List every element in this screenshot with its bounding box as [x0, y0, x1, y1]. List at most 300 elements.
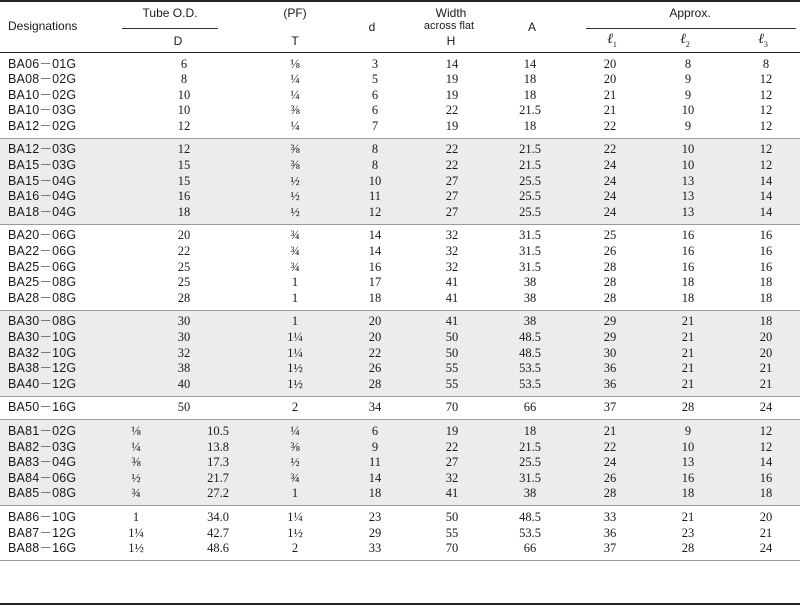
cell-l1: 21 — [603, 103, 617, 118]
cell-l3: 12 — [759, 103, 773, 118]
cell-h: 19 — [445, 423, 459, 438]
cell-od: 34.0 — [207, 509, 229, 524]
cell-l1: 24 — [603, 173, 617, 188]
cell-a: 31.5 — [519, 228, 541, 243]
cell-l3: 21 — [759, 376, 773, 391]
cell-d: 16 — [368, 259, 382, 274]
table-row — [0, 361, 800, 377]
header-l3: ℓ$_3$ — [758, 32, 768, 49]
header-tube-od-sub: D — [173, 34, 183, 48]
cell-d: 33 — [368, 541, 382, 556]
header-l2: ℓ$_2$ — [680, 32, 690, 49]
cell-l1: 20 — [603, 72, 617, 87]
table-row — [0, 260, 800, 276]
cell-od: 6 — [180, 56, 188, 71]
cell-pf: 1 — [291, 290, 299, 305]
cell-l3: 20 — [759, 509, 773, 524]
cell-des: BA06－01G — [8, 56, 77, 71]
cell-pf: 1½ — [287, 376, 303, 391]
cell-pf: 1½ — [287, 361, 303, 376]
cell-l2: 21 — [681, 376, 695, 391]
cell-l2: 16 — [681, 470, 695, 485]
approx-underline — [586, 28, 796, 29]
cell-h: 32 — [445, 228, 459, 243]
cell-l3: 24 — [759, 400, 773, 415]
cell-l1: 37 — [603, 400, 617, 415]
cell-d: 20 — [368, 330, 382, 344]
cell-des: BA86－10G — [8, 509, 77, 524]
cell-od: 25 — [177, 259, 191, 274]
cell-od: 15 — [177, 173, 191, 188]
cell-des: BA20－06G — [8, 228, 77, 243]
cell-a: 53.5 — [519, 376, 541, 391]
cell-l1: 33 — [603, 509, 617, 524]
table-row — [0, 291, 800, 307]
cell-des: BA10－02G — [8, 87, 77, 102]
cell-l2: 10 — [681, 103, 695, 118]
cell-pf: ¼ — [290, 118, 300, 133]
cell-des: BA25－06G — [8, 259, 77, 274]
cell-a: 18 — [523, 87, 537, 102]
cell-des: BA18－04G — [8, 204, 77, 219]
cell-des: BA32－10G — [8, 345, 77, 360]
cell-frac: ½ — [131, 470, 141, 485]
cell-l1: 26 — [603, 244, 617, 259]
cell-d: 9 — [371, 439, 379, 454]
cell-l3: 12 — [759, 142, 773, 157]
cell-h: 22 — [445, 103, 459, 118]
table-row — [0, 142, 800, 158]
cell-od: 42.7 — [207, 525, 229, 540]
table-row — [0, 541, 800, 557]
cell-des: BA12－02G — [8, 118, 77, 133]
header-a: A — [527, 20, 537, 34]
cell-od: 16 — [177, 189, 191, 204]
cell-a: 48.5 — [519, 509, 541, 524]
cell-pf: ¼ — [290, 87, 300, 102]
cell-l3: 21 — [759, 525, 773, 540]
cell-a: 31.5 — [519, 259, 541, 274]
cell-h: 41 — [445, 290, 459, 305]
cell-des: BA12－03G — [8, 142, 77, 157]
cell-l3: 18 — [759, 275, 773, 290]
table-row — [0, 526, 800, 542]
cell-a: 48.5 — [519, 330, 541, 344]
cell-od: 10.5 — [207, 423, 229, 438]
cell-a: 18 — [523, 423, 537, 438]
cell-des: BA87－12G — [8, 525, 77, 540]
cell-h: 27 — [445, 189, 459, 204]
cell-pf: ¾ — [290, 259, 300, 274]
cell-h: 27 — [445, 173, 459, 188]
cell-l2: 16 — [681, 228, 695, 243]
cell-od: 48.6 — [207, 541, 229, 556]
cell-l1: 36 — [603, 376, 617, 391]
cell-l1: 21 — [603, 423, 617, 438]
cell-l1: 22 — [603, 439, 617, 454]
cell-d: 6 — [371, 87, 379, 102]
table-row — [0, 424, 800, 440]
cell-a: 53.5 — [519, 525, 541, 540]
cell-l1: 28 — [603, 486, 617, 501]
table-row — [0, 205, 800, 221]
table-row — [0, 57, 800, 73]
cell-l3: 12 — [759, 118, 773, 133]
cell-pf: ¾ — [290, 228, 300, 243]
table-body — [0, 53, 800, 561]
cell-des: BA38－12G — [8, 361, 77, 376]
table-row — [0, 244, 800, 260]
cell-l2: 16 — [681, 259, 695, 274]
cell-pf: 2 — [291, 541, 299, 556]
cell-l2: 10 — [681, 439, 695, 454]
cell-od: 22 — [177, 244, 191, 259]
cell-pf: ⅜ — [290, 142, 300, 157]
cell-a: 48.5 — [519, 345, 541, 360]
cell-d: 14 — [368, 470, 382, 485]
cell-pf: 1 — [291, 275, 299, 290]
table-row — [0, 486, 800, 502]
cell-pf: ⅛ — [290, 56, 300, 71]
cell-l2: 9 — [684, 423, 692, 438]
cell-h: 41 — [445, 275, 459, 290]
cell-a: 38 — [523, 290, 537, 305]
cell-h: 55 — [445, 376, 459, 391]
table-row — [0, 510, 800, 526]
cell-od: 18 — [177, 204, 191, 219]
cell-h: 41 — [445, 486, 459, 501]
cell-l2: 13 — [681, 204, 695, 219]
cell-pf: 1¼ — [287, 345, 303, 360]
table-row — [0, 471, 800, 487]
cell-pf: 1 — [291, 486, 299, 501]
cell-d: 11 — [368, 189, 382, 204]
cell-h: 19 — [445, 87, 459, 102]
cell-frac: ¾ — [131, 486, 141, 501]
cell-od: 10 — [177, 103, 191, 118]
table-row — [0, 88, 800, 104]
header-width-across: across flat — [423, 20, 475, 32]
cell-d: 14 — [368, 228, 382, 243]
cell-pf: ¼ — [290, 423, 300, 438]
cell-l3: 20 — [759, 345, 773, 360]
cell-a: 66 — [523, 541, 537, 556]
cell-l3: 18 — [759, 314, 773, 329]
cell-od: 27.2 — [207, 486, 229, 501]
cell-a: 21.5 — [519, 142, 541, 157]
cell-pf: 1½ — [287, 525, 303, 540]
cell-pf: ¼ — [290, 72, 300, 87]
cell-l3: 21 — [759, 361, 773, 376]
cell-a: 38 — [523, 314, 537, 329]
cell-l2: 21 — [681, 509, 695, 524]
row-group — [0, 397, 800, 421]
cell-a: 53.5 — [519, 361, 541, 376]
cell-a: 21.5 — [519, 439, 541, 454]
header-d: d — [368, 20, 376, 34]
table-row — [0, 72, 800, 88]
table-row — [0, 103, 800, 119]
cell-d: 14 — [368, 244, 382, 259]
cell-od: 38 — [177, 361, 191, 376]
cell-od: 12 — [177, 118, 191, 133]
cell-od: 17.3 — [207, 455, 229, 470]
row-group — [0, 311, 800, 397]
cell-des: BA81－02G — [8, 423, 77, 438]
table-row — [0, 275, 800, 291]
cell-l1: 29 — [603, 314, 617, 329]
header-tube-od: Tube O.D. — [142, 6, 198, 20]
cell-frac: ¼ — [131, 439, 141, 454]
table-row — [0, 346, 800, 362]
table-row — [0, 189, 800, 205]
cell-pf: 1¼ — [287, 330, 303, 344]
table-row — [0, 455, 800, 471]
cell-l2: 13 — [681, 455, 695, 470]
table-row — [0, 314, 800, 330]
cell-l3: 12 — [759, 87, 773, 102]
cell-d: 26 — [368, 361, 382, 376]
cell-l2: 9 — [684, 72, 692, 87]
cell-l1: 26 — [603, 470, 617, 485]
cell-l1: 20 — [603, 56, 617, 71]
cell-a: 14 — [523, 56, 537, 71]
cell-l1: 24 — [603, 455, 617, 470]
cell-d: 17 — [368, 275, 382, 290]
cell-h: 50 — [445, 330, 459, 344]
row-group — [0, 225, 800, 311]
cell-l2: 28 — [681, 400, 695, 415]
cell-pf: ½ — [290, 455, 300, 470]
cell-pf: 1¼ — [287, 509, 303, 524]
cell-l3: 12 — [759, 423, 773, 438]
cell-l3: 14 — [759, 204, 773, 219]
cell-h: 70 — [445, 541, 459, 556]
cell-d: 6 — [371, 423, 379, 438]
cell-l1: 21 — [603, 87, 617, 102]
table-row — [0, 119, 800, 135]
header-pf-sub: T — [291, 34, 299, 48]
cell-d: 29 — [368, 525, 382, 540]
cell-a: 25.5 — [519, 455, 541, 470]
cell-pf: 2 — [291, 400, 299, 415]
cell-l3: 24 — [759, 541, 773, 556]
cell-des: BA16－04G — [8, 189, 77, 204]
cell-frac: 1 — [132, 509, 140, 524]
cell-des: BA15－03G — [8, 158, 77, 173]
cell-des: BA82－03G — [8, 439, 77, 454]
cell-frac: 1¼ — [128, 525, 144, 540]
cell-frac: ⅜ — [131, 455, 141, 470]
cell-pf: ½ — [290, 173, 300, 188]
cell-pf: ⅜ — [290, 158, 300, 173]
cell-l3: 18 — [759, 486, 773, 501]
cell-h: 22 — [445, 142, 459, 157]
cell-pf: ¾ — [290, 470, 300, 485]
cell-h: 22 — [445, 158, 459, 173]
cell-des: BA83－04G — [8, 455, 77, 470]
cell-h: 32 — [445, 244, 459, 259]
header-width: Width — [435, 6, 467, 20]
cell-od: 21.7 — [207, 470, 229, 485]
cell-od: 25 — [177, 275, 191, 290]
cell-pf: ½ — [290, 189, 300, 204]
cell-l1: 29 — [603, 330, 617, 344]
table-row — [0, 400, 800, 416]
cell-l3: 16 — [759, 470, 773, 485]
cell-l3: 14 — [759, 173, 773, 188]
cell-l1: 36 — [603, 525, 617, 540]
cell-a: 21.5 — [519, 158, 541, 173]
cell-l2: 21 — [681, 345, 695, 360]
cell-des: BA10－03G — [8, 103, 77, 118]
header-pf: (PF) — [283, 6, 307, 20]
cell-h: 27 — [445, 455, 459, 470]
cell-l3: 18 — [759, 290, 773, 305]
cell-l3: 8 — [762, 56, 770, 71]
cell-od: 13.8 — [207, 439, 229, 454]
cell-od: 10 — [177, 87, 191, 102]
cell-l1: 25 — [603, 228, 617, 243]
cell-h: 32 — [445, 470, 459, 485]
cell-l2: 13 — [681, 173, 695, 188]
cell-pf: ⅜ — [290, 103, 300, 118]
cell-des: BA88－16G — [8, 541, 77, 556]
table-header — [0, 0, 800, 52]
cell-h: 55 — [445, 361, 459, 376]
cell-pf: ¾ — [290, 244, 300, 259]
cell-pf: 1 — [291, 314, 299, 329]
cell-od: 32 — [177, 345, 191, 360]
cell-des: BA85－08G — [8, 486, 77, 501]
cell-od: 28 — [177, 290, 191, 305]
cell-a: 18 — [523, 118, 537, 133]
cell-l2: 9 — [684, 87, 692, 102]
cell-l2: 10 — [681, 142, 695, 157]
cell-d: 34 — [368, 400, 382, 415]
cell-d: 22 — [368, 345, 382, 360]
cell-l3: 12 — [759, 439, 773, 454]
row-group — [0, 420, 800, 506]
cell-l2: 13 — [681, 189, 695, 204]
cell-h: 27 — [445, 204, 459, 219]
row-group — [0, 506, 800, 561]
cell-l2: 8 — [684, 56, 692, 71]
cell-h: 19 — [445, 118, 459, 133]
header-approx: Approx. — [669, 6, 711, 20]
table-row — [0, 174, 800, 190]
cell-des: BA40－12G — [8, 376, 77, 391]
cell-des: BA08－02G — [8, 72, 77, 87]
cell-d: 12 — [368, 204, 382, 219]
cell-l1: 24 — [603, 204, 617, 219]
cell-l2: 21 — [681, 314, 695, 329]
row-group — [0, 53, 800, 139]
cell-h: 32 — [445, 259, 459, 274]
cell-d: 8 — [371, 158, 379, 173]
cell-d: 6 — [371, 103, 379, 118]
cell-l1: 36 — [603, 361, 617, 376]
cell-l2: 21 — [681, 330, 695, 344]
cell-pf: ⅜ — [290, 439, 300, 454]
bottom-rule — [0, 603, 800, 605]
cell-d: 28 — [368, 376, 382, 391]
cell-des: BA22－06G — [8, 244, 77, 259]
cell-l3: 12 — [759, 158, 773, 173]
cell-des: BA25－08G — [8, 275, 77, 290]
cell-od: 30 — [177, 314, 191, 329]
cell-d: 20 — [368, 314, 382, 329]
cell-a: 25.5 — [519, 173, 541, 188]
cell-l2: 18 — [681, 290, 695, 305]
cell-l3: 16 — [759, 228, 773, 243]
cell-l1: 28 — [603, 290, 617, 305]
cell-a: 31.5 — [519, 470, 541, 485]
cell-od: 8 — [180, 72, 188, 87]
cell-l1: 22 — [603, 118, 617, 133]
row-group — [0, 139, 800, 225]
cell-d: 3 — [371, 56, 379, 71]
cell-od: 30 — [177, 330, 191, 344]
cell-h: 50 — [445, 509, 459, 524]
cell-d: 18 — [368, 290, 382, 305]
table-row — [0, 330, 800, 346]
cell-l1: 28 — [603, 259, 617, 274]
cell-d: 18 — [368, 486, 382, 501]
cell-des: BA30－08G — [8, 314, 77, 329]
cell-l2: 18 — [681, 486, 695, 501]
cell-l2: 10 — [681, 158, 695, 173]
cell-l2: 28 — [681, 541, 695, 556]
cell-l3: 20 — [759, 330, 773, 344]
cell-d: 7 — [371, 118, 379, 133]
cell-l2: 9 — [684, 118, 692, 133]
cell-a: 38 — [523, 486, 537, 501]
cell-l1: 37 — [603, 541, 617, 556]
cell-h: 19 — [445, 72, 459, 87]
cell-od: 40 — [177, 376, 191, 391]
cell-l3: 12 — [759, 72, 773, 87]
header-l1: ℓ$_1$ — [607, 32, 617, 49]
cell-h: 55 — [445, 525, 459, 540]
cell-des: BA50－16G — [8, 400, 77, 415]
header-width-sub: H — [446, 34, 456, 48]
cell-des: BA28－08G — [8, 290, 77, 305]
cell-l3: 16 — [759, 259, 773, 274]
cell-d: 10 — [368, 173, 382, 188]
cell-d: 5 — [371, 72, 379, 87]
cell-a: 31.5 — [519, 244, 541, 259]
cell-a: 21.5 — [519, 103, 541, 118]
cell-l3: 16 — [759, 244, 773, 259]
cell-l2: 18 — [681, 275, 695, 290]
table-row — [0, 228, 800, 244]
cell-l2: 23 — [681, 525, 695, 540]
tube-od-underline — [122, 28, 218, 29]
cell-d: 23 — [368, 509, 382, 524]
cell-des: BA15－04G — [8, 173, 77, 188]
header-designations: Designations — [8, 19, 78, 33]
cell-a: 66 — [523, 400, 537, 415]
cell-a: 25.5 — [519, 189, 541, 204]
cell-od: 12 — [177, 142, 191, 157]
table-row — [0, 440, 800, 456]
cell-frac: 1½ — [128, 541, 144, 556]
cell-od: 15 — [177, 158, 191, 173]
table-row — [0, 377, 800, 393]
cell-l1: 24 — [603, 158, 617, 173]
cell-h: 70 — [445, 400, 459, 415]
